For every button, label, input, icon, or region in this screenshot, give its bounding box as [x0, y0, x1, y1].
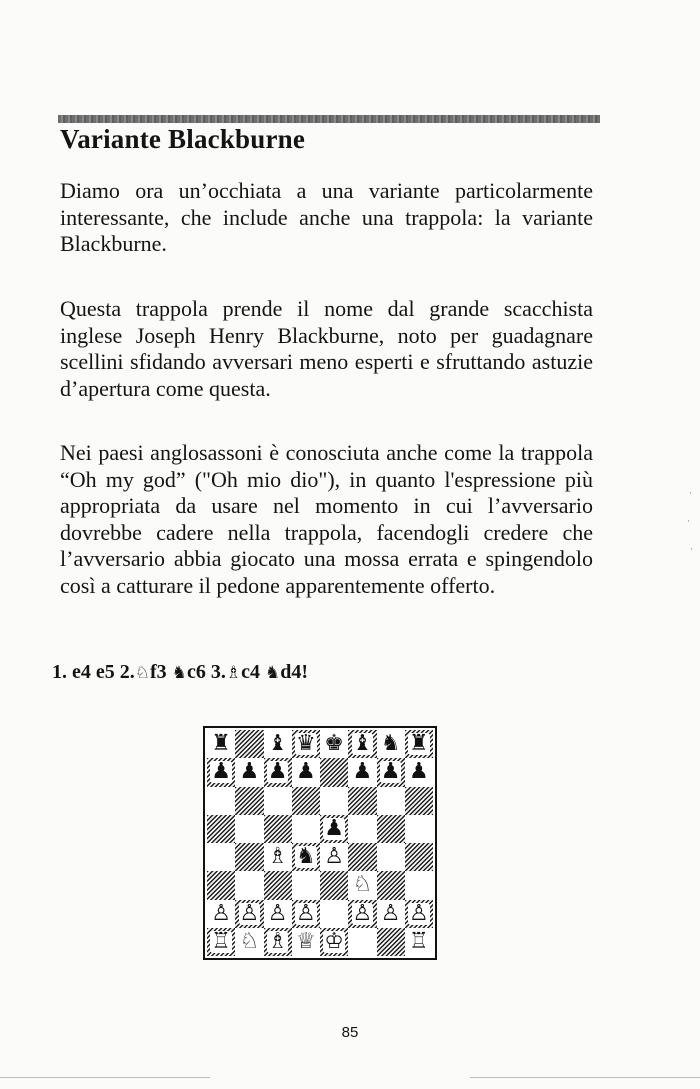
move-text: c4: [241, 661, 265, 683]
square-d7: [292, 758, 320, 786]
square-a5: [207, 815, 235, 843]
square-a4: [207, 843, 235, 871]
square-c3: [264, 871, 292, 899]
square-c4: [264, 843, 292, 871]
square-d2: [292, 900, 320, 928]
square-d3: [292, 871, 320, 899]
square-e4: [320, 843, 348, 871]
square-b5: [235, 815, 263, 843]
white-pawn-icon: ♙: [239, 900, 260, 926]
square-a2: [207, 900, 235, 928]
square-b7: [235, 758, 263, 786]
white-pawn-icon: ♙: [324, 844, 344, 870]
move-text: d4!: [280, 661, 309, 683]
square-h7: [405, 758, 433, 786]
square-g8: [377, 730, 405, 758]
white-bishop-icon: ♗: [267, 844, 288, 870]
square-c5: [264, 815, 292, 843]
white-rook-icon: ♖: [409, 928, 429, 954]
square-h2: [405, 900, 433, 928]
square-f3: [348, 871, 376, 899]
bishop-figurine-icon: ♗: [225, 663, 242, 683]
square-h3: [405, 871, 433, 899]
black-bishop-icon: ♝: [267, 731, 288, 757]
square-f7: [348, 758, 376, 786]
knight-figurine-icon: ♞: [264, 663, 281, 683]
square-b8: [235, 730, 263, 758]
white-bishop-icon: ♗: [267, 928, 288, 954]
chess-board: [207, 730, 433, 956]
scan-speck: [691, 548, 692, 550]
paragraph-intro: Diamo ora un’occhiata a una variante particolarmente interessante, che include anche una trappola: la variante Blackburne.: [60, 178, 593, 256]
square-a7: [207, 758, 235, 786]
square-g3: [377, 871, 405, 899]
black-rook-icon: ♜: [211, 731, 231, 757]
square-a1: [207, 928, 235, 956]
black-knight-icon: ♞: [380, 731, 401, 757]
white-pawn-icon: ♙: [380, 900, 401, 926]
square-b4: [235, 843, 263, 871]
square-g5: [377, 815, 405, 843]
square-a6: [207, 787, 235, 815]
square-e3: [320, 871, 348, 899]
white-pawn-icon: ♙: [409, 900, 429, 926]
black-knight-icon: ♞: [296, 844, 316, 870]
square-b6: [235, 787, 263, 815]
square-g2: [377, 900, 405, 928]
white-pawn-icon: ♙: [211, 900, 231, 926]
black-pawn-icon: ♟: [352, 759, 373, 785]
square-e5: [320, 815, 348, 843]
square-d1: [292, 928, 320, 956]
black-pawn-icon: ♟: [267, 759, 288, 785]
white-rook-icon: ♖: [211, 928, 231, 954]
black-pawn-icon: ♟: [324, 815, 344, 841]
square-a3: [207, 871, 235, 899]
square-g4: [377, 843, 405, 871]
white-knight-icon: ♘: [352, 872, 373, 898]
square-f1: [348, 928, 376, 956]
square-f8: [348, 730, 376, 758]
scan-speck: [688, 520, 689, 522]
move-text: 1. e4 e5 2.: [52, 661, 135, 683]
square-c8: [264, 730, 292, 758]
square-d6: [292, 787, 320, 815]
page-number: 85: [341, 1024, 359, 1041]
square-c2: [264, 900, 292, 928]
square-d5: [292, 815, 320, 843]
square-f6: [348, 787, 376, 815]
square-e8: [320, 730, 348, 758]
black-king-icon: ♚: [324, 731, 344, 757]
white-pawn-icon: ♙: [267, 900, 288, 926]
move-text: f3: [150, 661, 172, 683]
black-pawn-icon: ♟: [239, 759, 260, 785]
scan-edge-line: [0, 1077, 210, 1078]
white-pawn-icon: ♙: [296, 900, 316, 926]
paragraph-nickname: Nei paesi anglosassoni è conosciuta anche come la trappola “Oh my god” ("Oh mio dio"), in quanto l'espressione più appropriata da usare nel momento in cui l’avversario dovrebbe cadere nella trappola, facendogli credere che l’avversario abbia giocato una mossa errata e spingendolo così a catturare il pedone apparentemente offerto.: [60, 440, 593, 598]
black-pawn-icon: ♟: [211, 759, 231, 785]
black-queen-icon: ♛: [296, 731, 316, 757]
white-king-icon: ♔: [324, 928, 344, 954]
black-pawn-icon: ♟: [409, 759, 429, 785]
square-h5: [405, 815, 433, 843]
black-rook-icon: ♜: [409, 731, 429, 757]
square-b1: [235, 928, 263, 956]
section-heading: Variante Blackburne: [60, 124, 306, 154]
square-d8: [292, 730, 320, 758]
square-c7: [264, 758, 292, 786]
square-f5: [348, 815, 376, 843]
square-f4: [348, 843, 376, 871]
paragraph-history: Questa trappola prende il nome dal grande scacchista inglese Joseph Henry Blackburne, noto per guadagnare scellini sfidando avversari meno esperti e sfruttando astuzie d’apertura come questa.: [60, 296, 593, 401]
square-e2: [320, 900, 348, 928]
square-h4: [405, 843, 433, 871]
square-b2: [235, 900, 263, 928]
scan-speck: [690, 492, 691, 494]
square-b3: [235, 871, 263, 899]
black-pawn-icon: ♟: [380, 759, 401, 785]
square-d4: [292, 843, 320, 871]
square-a8: [207, 730, 235, 758]
square-e6: [320, 787, 348, 815]
square-e1: [320, 928, 348, 956]
square-g1: [377, 928, 405, 956]
white-knight-icon: ♘: [239, 928, 260, 954]
move-text: c6 3.: [186, 661, 226, 683]
white-pawn-icon: ♙: [352, 900, 373, 926]
scan-edge-line: [470, 1077, 700, 1078]
white-queen-icon: ♕: [296, 928, 316, 954]
knight-figurine-icon: ♞: [171, 663, 187, 683]
chess-diagram: [203, 726, 437, 960]
move-sequence: [52, 661, 308, 684]
section-rule: [58, 115, 600, 123]
black-bishop-icon: ♝: [352, 731, 373, 757]
square-c1: [264, 928, 292, 956]
square-e7: [320, 758, 348, 786]
square-f2: [348, 900, 376, 928]
square-g7: [377, 758, 405, 786]
square-h8: [405, 730, 433, 758]
square-g6: [377, 787, 405, 815]
square-h1: [405, 928, 433, 956]
square-c6: [264, 787, 292, 815]
black-pawn-icon: ♟: [296, 759, 316, 785]
square-h6: [405, 787, 433, 815]
knight-figurine-icon: ♘: [134, 663, 151, 683]
